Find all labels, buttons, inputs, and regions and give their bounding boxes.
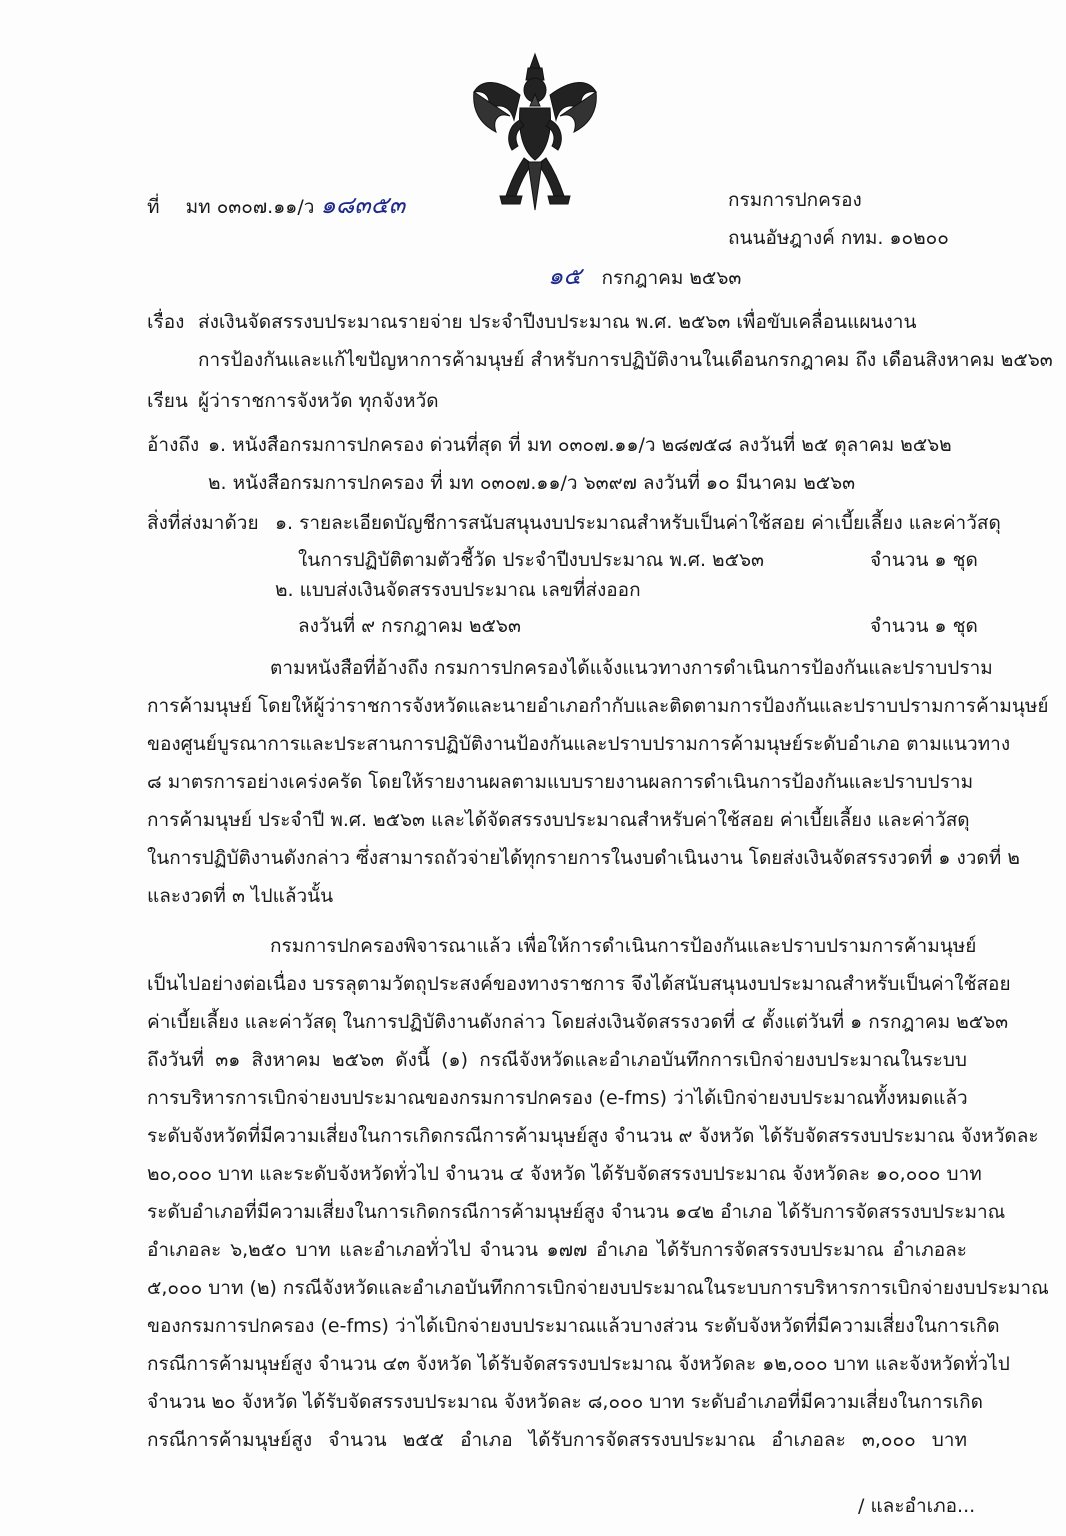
enclosure-2-qty: จำนวน ๑ ชุด (870, 615, 978, 637)
reference-item-2: ๒. หนังสือกรมการปกครอง ที่ มท ๐๓๐๗.๑๑/ว ๖๓๙๗ ลงวันที่ ๑๐ มีนาคม ๒๕๖๓ (208, 472, 856, 494)
paragraph-line: ๒๐,๐๐๐ บาท และระดับจังหวัดทั่วไป จำนวน ๔ จังหวัด ได้รับจัดสรรงบประมาณ จังหวัดละ ๑๐,๐๐๐ บาท (147, 1163, 982, 1185)
paragraph-line: จำนวน ๒๐ จังหวัด ได้รับจัดสรรงบประมาณ จังหวัดละ ๘,๐๐๐ บาท ระดับอำเภอที่มีความเสี่ยงในการเกิด (147, 1391, 984, 1413)
paragraph-line: ถึงวันที่ ๓๑ สิงหาคม ๒๕๖๓ ดังนี้ (๑) กรณีจังหวัดและอำเภอบันทึกการเบิกจ่ายงบประมาณในระบบ (147, 1049, 967, 1071)
garuda-emblem-icon (470, 50, 600, 220)
paragraph-line: อำเภอละ ๖,๒๕๐ บาท และอำเภอทั่วไป จำนวน ๑๗๗ อำเภอ ได้รับการจัดสรรงบประมาณ อำเภอละ (147, 1239, 967, 1261)
date-month-year: กรกฎาคม ๒๕๖๓ (601, 267, 742, 289)
subject-label: เรื่อง (147, 311, 185, 333)
enclosures-label: สิ่งที่ส่งมาด้วย (147, 512, 259, 534)
paragraph-line: กรณีการค้ามนุษย์สูง จำนวน ๒๕๕ อำเภอ ได้รับการจัดสรรงบประมาณ อำเภอละ ๓,๐๐๐ บาท (147, 1429, 967, 1451)
enclosure-2-line-1: ๒. แบบส่งเงินจัดสรรงบประมาณ เลขที่ส่งออก (275, 579, 641, 601)
paragraph-line: ค่าเบี้ยเลี้ยง และค่าวัสดุ ในการปฏิบัติงานดังกล่าว โดยส่งเงินจัดสรรงวดที่ ๔ ตั้งแต่วันที่ ๑ กรกฎาคม ๒๕๖๓ (147, 1011, 1009, 1033)
paragraph-line: เป็นไปอย่างต่อเนื่อง บรรลุตามวัตถุประสงค์ของทางราชการ จึงได้สนับสนุนงบประมาณสำหรับเป็นค่าใช้สอย (147, 973, 1011, 995)
continuation-marker: / และอำเภอ... (858, 1495, 976, 1517)
date-day-handwritten: ๑๕ (548, 262, 582, 290)
subject-line-1: ส่งเงินจัดสรรงบประมาณรายจ่าย ประจำปีงบประมาณ พ.ศ. ๒๕๖๓ เพื่อขับเคลื่อนแผนงาน (198, 311, 917, 333)
enclosure-1-qty: จำนวน ๑ ชุด (870, 549, 978, 571)
paragraph-line: การค้ามนุษย์ ประจำปี พ.ศ. ๒๕๖๓ และได้จัดสรรงบประมาณสำหรับค่าใช้สอย ค่าเบี้ยเลี้ยง และค่าวัสดุ (147, 809, 970, 831)
reference-item-1: ๑. หนังสือกรมการปกครอง ด่วนที่สุด ที่ มท ๐๓๐๗.๑๑/ว ๒๘๗๕๘ ลงวันที่ ๒๕ ตุลาคม ๒๕๖๒ (208, 434, 952, 456)
ref-number: มท ๐๓๐๗.๑๑/ว (185, 196, 315, 218)
paragraph-line: ของศูนย์บูรณาการและประสานการปฏิบัติงานป้องกันและปราบปรามการค้ามนุษย์ระดับอำเภอ ตามแนวทาง (147, 733, 1011, 755)
enclosure-1-line-2: ในการปฏิบัติตามตัวชี้วัด ประจำปีงบประมาณ พ.ศ. ๒๕๖๓ (298, 549, 765, 571)
ref-number-handwritten: ๑๘๓๕๓ (320, 191, 406, 219)
subject-line-2: การป้องกันและแก้ไขปัญหาการค้ามนุษย์ สำหรับการปฏิบัติงานในเดือนกรกฎาคม ถึง เดือนสิงหาคม ๒๕๖๓ (198, 349, 1053, 371)
enclosure-2-line-2: ลงวันที่ ๙ กรกฎาคม ๒๕๖๓ (298, 615, 521, 637)
ref-label: ที่ (147, 196, 160, 218)
addressee-label: เรียน (147, 390, 188, 412)
addressee-text: ผู้ว่าราชการจังหวัด ทุกจังหวัด (198, 390, 439, 412)
paragraph-line: ระดับอำเภอที่มีความเสี่ยงในการเกิดกรณีการค้ามนุษย์สูง จำนวน ๑๔๒ อำเภอ ได้รับการจัดสรรงบประมาณ (147, 1201, 1006, 1223)
paragraph-line: ตามหนังสือที่อ้างถึง กรมการปกครองได้แจ้งแนวทางการดำเนินการป้องกันและปราบปราม (270, 657, 993, 679)
paragraph-line: การค้ามนุษย์ โดยให้ผู้ว่าราชการจังหวัดและนายอำเภอกำกับและติดตามการป้องกันและปราบปรามการค้ามนุษย์ (147, 695, 1049, 717)
agency-name: กรมการปกครอง (728, 189, 862, 211)
paragraph-line: ๘ มาตรการอย่างเคร่งครัด โดยให้รายงานผลตามแบบรายงานผลการดำเนินการป้องกันและปราบปราม (147, 771, 974, 793)
paragraph-line: ของกรมการปกครอง (e-fms) ว่าได้เบิกจ่ายงบประมาณแล้วบางส่วน ระดับจังหวัดที่มีความเสี่ยงในการเกิด (147, 1315, 1000, 1337)
enclosure-1-line-1: ๑. รายละเอียดบัญชีการสนับสนุนงบประมาณสำหรับเป็นค่าใช้สอย ค่าเบี้ยเลี้ยง และค่าวัสดุ (275, 512, 1001, 534)
reference-label: อ้างถึง (147, 434, 200, 456)
paragraph-line: กรมการปกครองพิจารณาแล้ว เพื่อให้การดำเนินการป้องกันและปราบปรามการค้ามนุษย์ (270, 935, 977, 957)
paragraph-line: กรณีการค้ามนุษย์สูง จำนวน ๔๓ จังหวัด ได้รับจัดสรรงบประมาณ จังหวัดละ ๑๒,๐๐๐ บาท และจังหวัดทั่วไป (147, 1353, 1010, 1375)
paragraph-line: และงวดที่ ๓ ไปแล้วนั้น (147, 885, 334, 907)
letter-date (548, 256, 741, 298)
paragraph-line: ๕,๐๐๐ บาท (๒) กรณีจังหวัดและอำเภอบันทึกการเบิกจ่ายงบประมาณในระบบการบริหารการเบิกจ่ายงบประมาณ (147, 1277, 1049, 1299)
paragraph-line: ในการปฏิบัติงานดังกล่าว ซึ่งสามารถถัวจ่ายได้ทุกรายการในงบดำเนินงาน โดยส่งเงินจัดสรรงวดที่ ๑ งวดที่ ๒ (147, 847, 1020, 869)
paragraph-line: การบริหารการเบิกจ่ายงบประมาณของกรมการปกครอง (e-fms) ว่าได้เบิกจ่ายงบประมาณทั้งหมดแล้ว (147, 1087, 968, 1109)
agency-address: ถนนอัษฎางค์ กทม. ๑๐๒๐๐ (728, 227, 949, 249)
paragraph-line: ระดับจังหวัดที่มีความเสี่ยงในการเกิดกรณีการค้ามนุษย์สูง จำนวน ๙ จังหวัด ได้รับจัดสรรงบประมาณ จังหวัดละ (147, 1125, 1039, 1147)
